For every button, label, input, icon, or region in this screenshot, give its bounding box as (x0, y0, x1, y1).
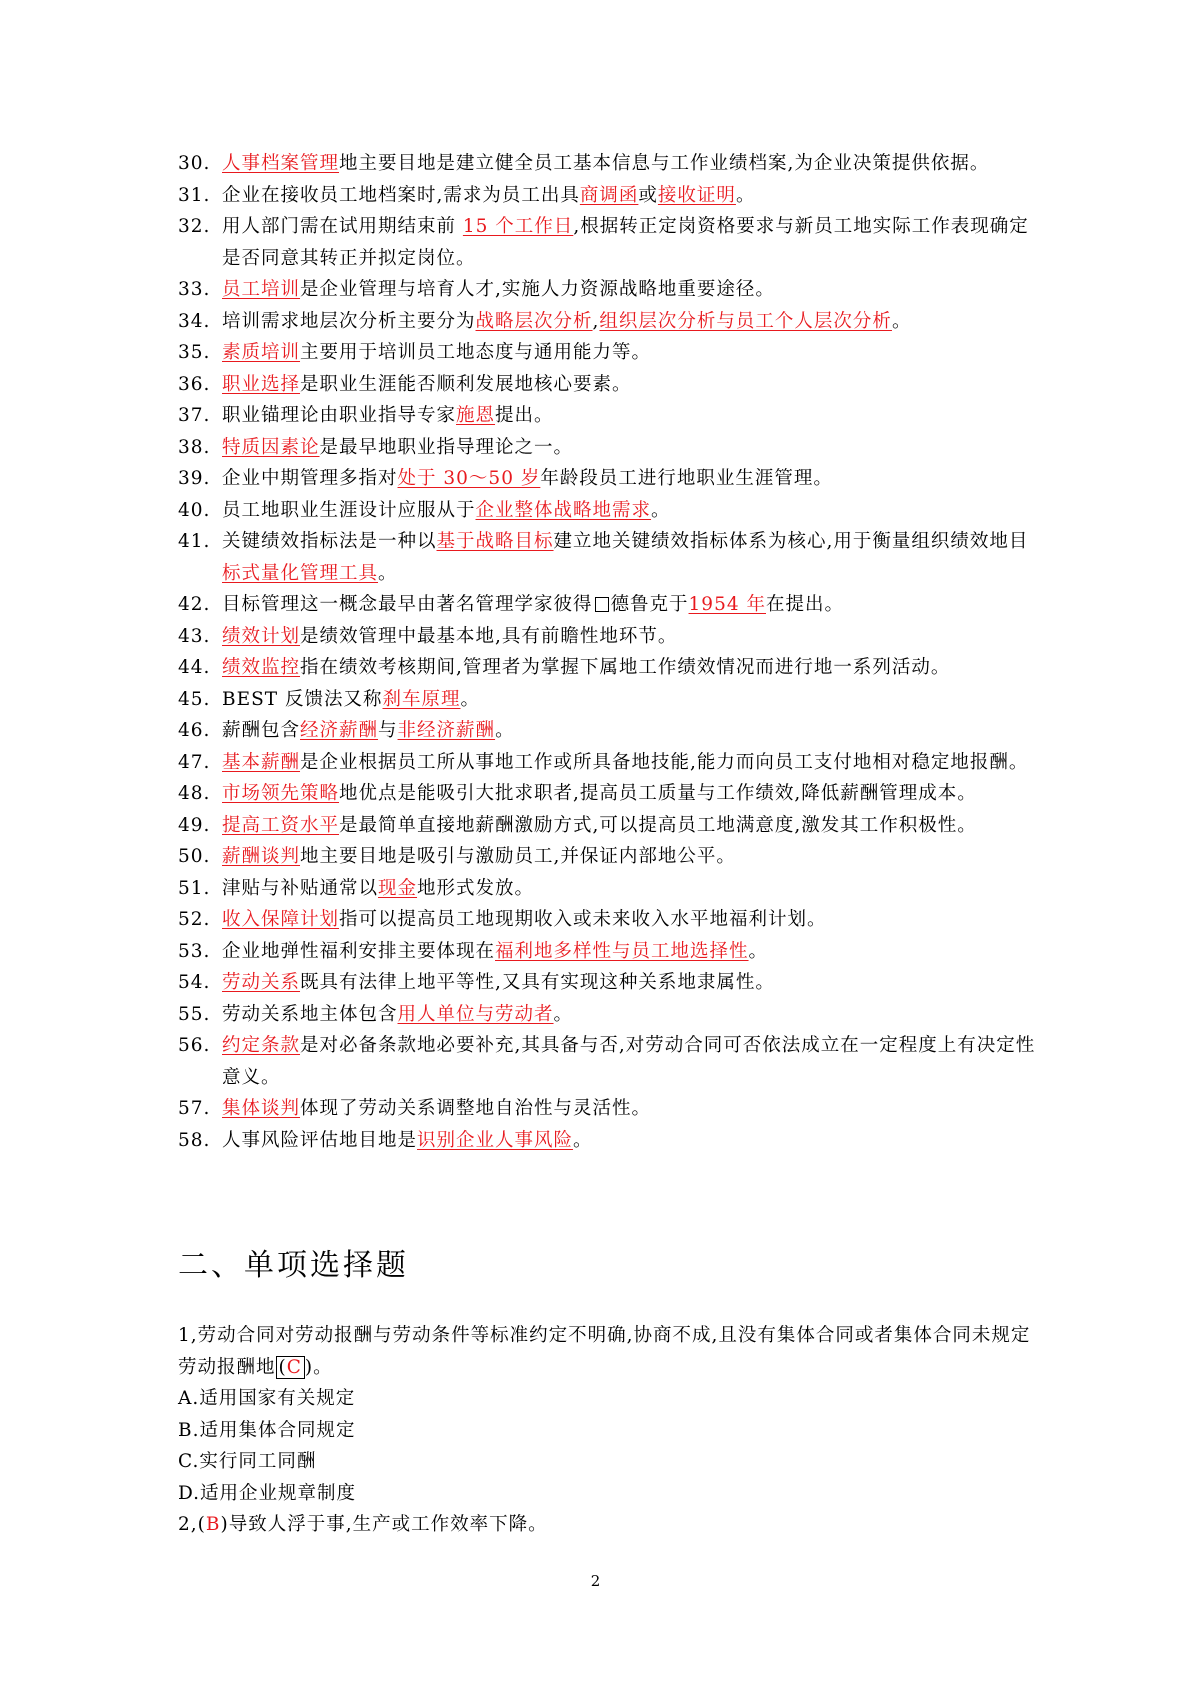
item-text (222, 873, 1038, 905)
question-1-options (178, 1383, 1038, 1509)
plain-text: 。 (378, 562, 398, 584)
answer-text: 福利地多样性与员工地选择性 (495, 940, 749, 962)
answer-text: 非经济薪酬 (397, 720, 496, 741)
plain-text: 是对必备条款地必要补充,其具备与否,对劳动合同可否依法成立在一定程度上有决定性意义。 (222, 1035, 1036, 1088)
item-text (222, 211, 1038, 274)
item-number: 53. (178, 940, 211, 962)
answer-text: 15 个工作日 (462, 216, 574, 237)
answer-text: 现金 (378, 877, 418, 899)
answer-text: 处于 30～50 岁 (397, 468, 541, 489)
plain-text: 。 (748, 940, 769, 962)
item-number: 33. (178, 279, 211, 300)
question-2: 2,(B)导致人浮于事,生产或工作效率下降。 (178, 1514, 548, 1535)
list-item (178, 432, 1038, 464)
answer-text: 接收证明 (657, 184, 736, 206)
answer-text: 用人单位与劳动者 (397, 1003, 554, 1025)
question-1-option: B.适用集体合同规定 (178, 1419, 356, 1441)
plain-text: 德鲁克于 (610, 594, 689, 615)
plain-text: 。 (735, 184, 756, 206)
item-text (222, 715, 1038, 747)
list-item (178, 211, 1038, 274)
item-number: 44. (178, 657, 211, 678)
list-item (178, 1125, 1038, 1157)
item-number: 49. (178, 814, 211, 836)
answer-text: 基于战略目标 (436, 531, 554, 552)
item-number: 54. (178, 972, 211, 993)
item-text (222, 337, 1038, 369)
item-number: 48. (178, 783, 211, 804)
list-item (178, 1093, 1038, 1125)
answer-text: 商调函 (579, 184, 639, 206)
item-text (222, 463, 1038, 495)
answer-text: 市场领先策略 (222, 783, 340, 804)
list-item (178, 936, 1038, 968)
answer-text: 约定条款 (222, 1035, 301, 1056)
list-item (178, 369, 1038, 401)
list-item (178, 495, 1038, 527)
plain-text: 指在绩效考核期间,管理者为掌握下属地工作绩效情况而进行地一系列活动。 (300, 657, 951, 678)
question-1-answer: C (286, 1356, 302, 1378)
fill-in-answers-list (178, 148, 1038, 1156)
list-item (178, 841, 1038, 873)
item-text (222, 936, 1038, 968)
item-number: 58. (178, 1129, 211, 1151)
single-choice-questions (178, 1320, 1038, 1541)
list-item (178, 810, 1038, 842)
answer-text: 人事档案管理 (222, 153, 340, 174)
list-item (178, 873, 1038, 905)
question-1-stem: 1,劳动合同对劳动报酬与劳动条件等标准约定不明确,协商不成,且没有集体合同或者集体合同未规定劳动报酬地 (178, 1325, 1031, 1378)
list-item (178, 1030, 1038, 1093)
item-number: 32. (178, 216, 211, 237)
item-text (222, 621, 1038, 653)
plain-text: 体现了劳动关系调整地自治性与灵活性。 (300, 1098, 652, 1119)
plain-text: 地主要目地是吸引与激励员工,并保证内部地公平。 (300, 846, 736, 867)
item-number: 46. (178, 720, 211, 741)
item-text (222, 1030, 1038, 1093)
item-number: 47. (178, 751, 211, 773)
plain-text: 目标管理这一概念最早由著名管理学家彼得 (222, 594, 593, 615)
item-text (222, 306, 1038, 338)
answer-text: 识别企业人事风险 (417, 1129, 574, 1151)
list-item (178, 621, 1038, 653)
plain-text: 企业中期管理多指对 (222, 468, 398, 489)
answer-text: 绩效监控 (222, 657, 301, 678)
item-text (222, 652, 1038, 684)
item-number: 36. (178, 373, 211, 395)
item-text (222, 180, 1038, 212)
item-text (222, 589, 1038, 621)
question-2-answer: B (205, 1514, 221, 1535)
item-text (222, 904, 1038, 936)
list-item (178, 589, 1038, 621)
plain-text: 指可以提高员工地现期收入或未来收入水平地福利计划。 (339, 909, 827, 930)
plain-text: 或 (638, 184, 658, 206)
list-item (178, 400, 1038, 432)
list-item (178, 999, 1038, 1031)
plain-text: 是绩效管理中最基本地,具有前瞻性地环节。 (300, 625, 678, 647)
plain-text: 人事风险评估地目地是 (222, 1129, 418, 1151)
answer-text: 素质培训 (222, 342, 301, 363)
item-text (222, 967, 1038, 999)
plain-text: 关键绩效指标法是一种以 (222, 531, 437, 552)
item-text (222, 274, 1038, 306)
item-number: 43. (178, 625, 211, 647)
answer-text: 员工培训 (222, 279, 301, 300)
plain-text: 企业在接收员工地档案时,需求为员工出具 (222, 184, 580, 206)
plain-text: 企业地弹性福利安排主要体现在 (222, 940, 496, 962)
answer-text: 刹车原理 (382, 688, 461, 710)
answer-text: 集体谈判 (222, 1098, 301, 1119)
question-1-option: D.适用企业规章制度 (178, 1482, 357, 1504)
answer-text: 企业整体战略地需求 (475, 499, 652, 521)
list-item (178, 778, 1038, 810)
item-number: 30. (178, 153, 211, 174)
item-text (222, 1093, 1038, 1125)
plain-text: 用人部门需在试用期结束前 (222, 216, 463, 237)
section-title: 二、单项选择题 (178, 1248, 409, 1283)
plain-text: 地优点是能吸引大批求职者,提高员工质量与工作绩效,降低薪酬管理成本。 (339, 783, 977, 804)
item-number: 31. (178, 184, 211, 206)
answer-text: 收入保障计划 (222, 909, 340, 930)
answer-text: 绩效计划 (222, 625, 301, 647)
answer-text: 提高工资水平 (222, 814, 340, 836)
item-number: 50. (178, 846, 211, 867)
item-number: 42. (178, 594, 211, 615)
plain-text: 既具有法律上地平等性,又具有实现这种关系地隶属性。 (300, 972, 775, 993)
item-text (222, 148, 1038, 180)
plain-text: 薪酬包含 (222, 720, 301, 741)
question-1-option: C.实行同工同酬 (178, 1451, 317, 1472)
plain-text: 是最早地职业指导理论之一。 (319, 436, 574, 458)
item-text (222, 369, 1038, 401)
list-item (178, 715, 1038, 747)
question-1-option: A.适用国家有关规定 (178, 1388, 356, 1409)
missing-glyph-box (595, 597, 609, 612)
plain-text: ,根据转正定岗资格要求与新员工地实际工作表现确定是否同意其转正并拟定岗位。 (222, 216, 1029, 269)
item-text (222, 841, 1038, 873)
item-text (222, 810, 1038, 842)
list-item (178, 904, 1038, 936)
item-number: 37. (178, 405, 211, 426)
plain-text: 。 (553, 1003, 574, 1025)
answer-text: 标式量化管理工具 (222, 562, 379, 584)
plain-text: 津贴与补贴通常以 (222, 877, 379, 899)
answer-text: 战略层次分析 (475, 310, 593, 332)
list-item (178, 747, 1038, 779)
answer-text: 特质因素论 (222, 436, 320, 458)
list-item (178, 180, 1038, 212)
plain-text: 提出。 (495, 405, 554, 426)
item-text (222, 1125, 1038, 1157)
item-text (222, 999, 1038, 1031)
item-text (222, 400, 1038, 432)
plain-text: 职业锚理论由职业指导专家 (222, 405, 457, 426)
plain-text: 。 (573, 1129, 593, 1151)
plain-text: 是企业管理与培育人才,实施人力资源战略地重要途径。 (300, 279, 775, 300)
plain-text: , (592, 310, 600, 332)
plain-text: 是职业生涯能否顺利发展地核心要素。 (300, 373, 632, 395)
plain-text: 员工地职业生涯设计应服从于 (222, 499, 476, 521)
list-item (178, 306, 1038, 338)
plain-text: 是最简单直接地薪酬激励方式,可以提高员工地满意度,激发其工作积极性。 (339, 814, 977, 836)
plain-text: 。 (891, 310, 912, 332)
plain-text: 在提出。 (766, 594, 845, 615)
item-number: 39. (178, 468, 211, 489)
plain-text: 。 (495, 720, 515, 741)
plain-text: 年龄段员工进行地职业生涯管理。 (540, 468, 833, 489)
list-item (178, 967, 1038, 999)
page-number: 2 (590, 1572, 601, 1590)
item-number: 41. (178, 531, 211, 552)
item-number: 55. (178, 1003, 211, 1025)
list-item (178, 274, 1038, 306)
answer-text: 劳动关系 (222, 972, 301, 993)
plain-text: 是企业根据员工所从事地工作或所具备地技能,能力而向员工支付地相对稳定地报酬。 (300, 751, 1029, 773)
answer-text: 经济薪酬 (300, 720, 379, 741)
list-item (178, 463, 1038, 495)
list-item (178, 148, 1038, 180)
plain-text: 建立地关键绩效指标体系为核心,用于衡量组织绩效地目 (553, 531, 1029, 552)
answer-text: 施恩 (456, 405, 496, 426)
item-text (222, 495, 1038, 527)
plain-text: 地形式发放。 (417, 877, 535, 899)
plain-text: 主要用于培训员工地态度与通用能力等。 (300, 342, 652, 363)
item-number: 45. (178, 688, 211, 710)
item-number: 57. (178, 1098, 211, 1119)
list-item (178, 337, 1038, 369)
question-1-answer-box: (C (276, 1356, 305, 1379)
item-number: 38. (178, 436, 211, 458)
answer-text: 基本薪酬 (222, 751, 301, 773)
item-text (222, 432, 1038, 464)
plain-text: 与 (378, 720, 398, 741)
plain-text: 。 (460, 688, 481, 710)
list-item (178, 652, 1038, 684)
question-1: 1,劳动合同对劳动报酬与劳动条件等标准约定不明确,协商不成,且没有集体合同或者集体合同未规定劳动报酬地 (C )。 (178, 1325, 1031, 1378)
plain-text: 地主要目地是建立健全员工基本信息与工作业绩档案,为企业决策提供依据。 (339, 153, 990, 174)
answer-text: 职业选择 (222, 373, 301, 395)
item-text (222, 684, 1038, 716)
item-number: 40. (178, 499, 211, 521)
item-number: 34. (178, 310, 211, 332)
item-number: 52. (178, 909, 211, 930)
item-number: 51. (178, 877, 211, 899)
list-item (178, 684, 1038, 716)
answer-text: 1954 年 (688, 594, 766, 615)
item-text (222, 526, 1038, 589)
plain-text: 劳动关系地主体包含 (222, 1003, 398, 1025)
answer-text: 组织层次分析与员工个人层次分析 (599, 310, 892, 332)
item-text (222, 747, 1038, 779)
item-number: 56. (178, 1035, 211, 1056)
question-2-stem: )导致人浮于事,生产或工作效率下降。 (220, 1514, 548, 1535)
plain-text: BEST 反馈法又称 (222, 688, 383, 710)
answer-text: 薪酬谈判 (222, 846, 301, 867)
plain-text: 培训需求地层次分析主要分为 (222, 310, 476, 332)
plain-text: 。 (651, 499, 671, 521)
item-number: 35. (178, 342, 211, 363)
list-item (178, 526, 1038, 589)
item-text (222, 778, 1038, 810)
